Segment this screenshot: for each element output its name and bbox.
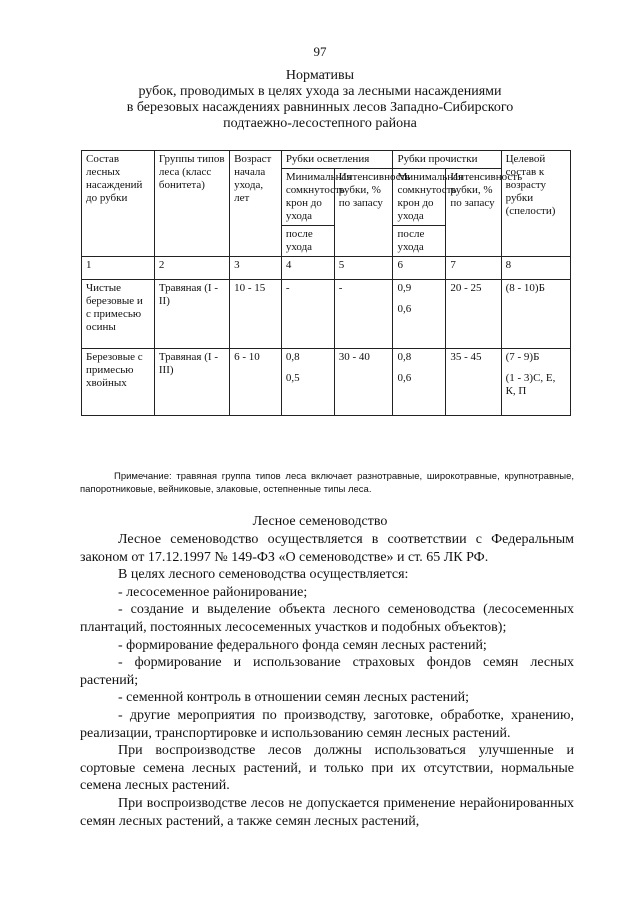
cell-light-intensity: - [334,280,393,349]
cell-forest-type: Травяная (I - III) [154,349,229,416]
cell-target [501,349,570,416]
header-intensity-1: Интенсивность рубки, % по запасу [334,169,393,257]
norms-table [81,150,571,416]
cell-light-min-before: - [285,282,290,294]
cell-target-main: (7 - 9)Б [505,351,540,363]
title-line-2: рубок, проводимых в целях ухода за лесными насаждениями [138,84,502,99]
header-start-age: Возраст начала ухода, лет [230,151,282,257]
index-cell: 1 [82,257,155,280]
header-intensity-2: Интенсивность рубки, % по запасу [446,169,501,257]
paragraph: Лесное семеноводство осуществляется в соответствии с Федеральным законом от 17.12.1997 № 149-ФЗ «О семеноводстве» и ст. 65 ЛК РФ. [80,532,574,565]
header-after-care-1: после ухода [281,226,334,257]
table-note [80,470,574,496]
header-min-density-2: Минимальная сомкнутость крон до ухода [393,169,446,226]
cell-forest-type: Травяная (I - II) [154,280,229,349]
header-cleaning-cuts: Рубки прочистки [393,151,501,169]
cell-age: 10 - 15 [230,280,282,349]
cell-light-min [281,280,334,349]
cell-clean-min [393,280,446,349]
section-body [80,531,574,830]
index-cell: 6 [393,257,446,280]
index-cell: 3 [230,257,282,280]
header-lightening-cuts: Рубки осветления [281,151,393,169]
cell-clean-min-before: 0,9 [397,282,412,294]
title-line-4: подтаежно-лесостепного района [223,116,417,131]
cell-light-min [281,349,334,416]
cell-clean-min-before: 0,8 [397,351,412,363]
header-forest-type: Группы типов леса (класс бонитета) [154,151,229,257]
cell-age: 6 - 10 [230,349,282,416]
paragraph: При воспроизводстве лесов не допускается применение нерайонированных семян лесных растений, а также семян лесных растений, [80,795,574,829]
page-number: 97 [313,44,327,59]
cell-target-admixture: (1 - 3)С, Е, К, П [505,372,556,397]
paragraph: При воспроизводстве лесов должны использоваться улучшенные и сортовые семена лесных растений, и только при их отсутствии, нормальные семена лесных растений. [80,743,574,794]
list-item: - формирование и использование страховых фондов семян лесных растений; [80,655,574,688]
cell-clean-intensity: 20 - 25 [446,280,501,349]
cell-clean-min-after: 0,6 [397,303,412,315]
title-line-3: в березовых насаждениях равнинных лесов Западно-Сибирского [126,100,514,115]
header-after-care-2: после ухода [393,226,446,257]
header-composition: Состав лесных насаждений до рубки [82,151,155,257]
cell-composition: Чистые березовые и с примесью осины [82,280,155,349]
cell-light-min-before: 0,8 [285,351,300,363]
cell-light-min-after: 0,5 [285,372,300,384]
cell-clean-min-after: 0,6 [397,372,412,384]
header-min-density-1: Минимальная сомкнутость крон до ухода [281,169,334,226]
title-line-1: Нормативы [285,68,355,83]
list-item: - другие мероприятия по производству, заготовке, обработке, хранению, реализации, транспортировке и использованию семян лесных растений. [80,707,574,741]
cell-target: (8 - 10)Б [501,280,570,349]
note-text: Примечание: травяная группа типов леса включает разнотравные, широкотравные, крупнотравные, папоротниковые, вейниковые, злаковые, остепненные типы леса. [80,471,574,495]
index-cell: 2 [154,257,229,280]
index-cell: 8 [501,257,570,280]
cell-clean-intensity: 35 - 45 [446,349,501,416]
list-item: - семенной контроль в отношении семян лесных растений; [118,690,470,706]
document-title [100,68,540,132]
list-item: - формирование федерального фонда семян лесных растений; [118,637,487,653]
paragraph: В целях лесного семеноводства осуществляется: [118,567,409,583]
list-item: - создание и выделение объекта лесного семеноводства (лесосеменных плантаций, постоянных лесосеменных участков и подобных объектов); [80,602,574,635]
index-cell: 4 [281,257,334,280]
list-item: - лесосеменное районирование; [118,584,308,600]
table-row [82,349,571,416]
index-cell: 5 [334,257,393,280]
table-row [82,280,571,349]
section-title: Лесное семеноводство [252,514,388,529]
header-target-composition: Целевой состав к возрасту рубки (спелости) [501,151,570,257]
table-index-row [82,257,571,280]
cell-light-intensity: 30 - 40 [334,349,393,416]
index-cell: 7 [446,257,501,280]
cell-clean-min [393,349,446,416]
cell-composition: Березовые с примесью хвойных [82,349,155,416]
